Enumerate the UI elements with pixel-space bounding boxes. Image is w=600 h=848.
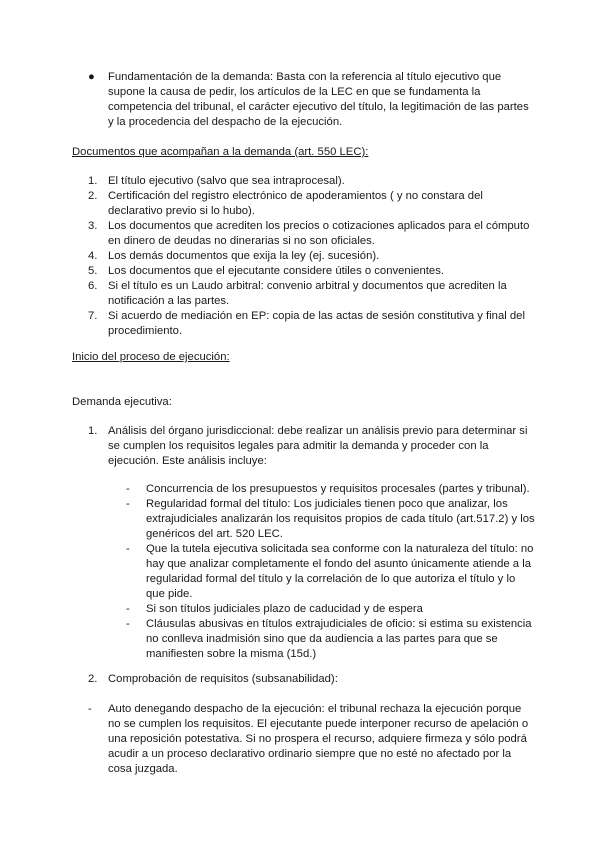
documents-heading: Documentos que acompañan a la demanda (art. 550 LEC): [72,146,369,158]
list-line: extrajudiciales analizarán los requisitos propios de cada título (art.517.2) y los [146,513,535,525]
auto-item [88,702,536,777]
list-number: 4. [88,250,98,262]
list-number: 6. [88,280,98,292]
list-line: notificación a las partes. [108,295,230,307]
list-line: no conlleva inadmisión sino que da audiencia a las partes para que se [146,633,498,645]
bullet-line: competencia del tribunal, el carácter ejecutivo del título, la legitimación de las partes [108,101,529,113]
analisis-line: ejecución. Este análisis incluye: [108,455,267,467]
comprobacion-item [88,672,548,687]
list-item [88,219,548,249]
list-item [126,602,548,617]
dash-marker: - [126,498,130,510]
list-item [126,542,548,602]
bullet-line: supone la causa de pedir, los artículos de la LEC en que se fundamenta la [108,86,481,98]
analisis-line: se cumplen los requisitos legales para admitir la demanda y proceder con la [108,440,489,452]
list-line: Los documentos que acrediten los precios o cotizaciones aplicados para el cómputo [108,220,530,232]
list-number: 2. [88,190,98,202]
bullet-marker: ● [88,71,95,83]
list-line: en dinero de deudas no dinerarias si no son oficiales. [108,235,375,247]
list-item [88,189,548,219]
list-line: Que la tutela ejecutiva solicitada sea conforme con la naturaleza del título: no [146,543,534,555]
comprobacion-text: Comprobación de requisitos (subsanabilidad): [108,673,338,685]
list-line: Si son títulos judiciales plazo de caducidad y de espera [146,603,423,615]
list-item [126,482,548,497]
list-item [88,249,548,264]
list-line: declarativo previo si lo hubo). [108,205,255,217]
list-line: Concurrencia de los presupuestos y requisitos procesales (partes y tribunal). [146,483,530,495]
list-number: 1. [88,425,98,437]
list-line: Si acuerdo de mediación en EP: copia de las actas de sesión constitutiva y final del [108,310,525,322]
list-item [88,264,548,279]
list-line: Regularidad formal del título: Los judiciales tienen poco que analizar, los [146,498,508,510]
list-line: regularidad formal del título y la correlación de lo que autoriza el título y lo [146,573,516,585]
dash-marker: - [88,703,92,715]
list-number: 2. [88,673,98,685]
list-line: El título ejecutivo (salvo que sea intraprocesal). [108,175,345,187]
list-number: 3. [88,220,98,232]
analisis-item [88,424,548,469]
list-line: hay que analizar completamente el fondo del asunto únicamente atiende a la [146,558,531,570]
list-line: procedimiento. [108,325,183,337]
list-line: manifiesten sobre la misma (15d.) [146,648,317,660]
auto-line: una reposición potestativa. Si no prospera el recurso, adquiere firmeza y sólo podrá [108,733,527,745]
list-line: Cláusulas abusivas en títulos extrajudiciales de oficio: si estima su existencia [146,618,532,630]
list-item [88,309,548,339]
inicio-heading: Inicio del proceso de ejecución: [72,351,230,363]
list-item [88,279,548,309]
dash-marker: - [126,603,130,615]
bullet-line: Fundamentación de la demanda: Basta con la referencia al título ejecutivo que [108,71,502,83]
dash-marker: - [126,618,130,630]
list-line: que pide. [146,588,193,600]
auto-line: acudir a un proceso declarativo ordinario siempre que no esté no afectado por la [108,748,512,760]
list-item [126,497,548,542]
auto-line: no se cumplen los requisitos. El ejecutante puede interponer recurso de apelación o [108,718,529,730]
demanda-heading: Demanda ejecutiva: [72,396,172,408]
analisis-sublist [126,482,548,662]
list-line: genéricos del art. 520 LEC. [146,528,283,540]
analisis-line: Análisis del órgano jurisdiccional: debe realizar un análisis previo para determinar si [108,425,528,437]
auto-line: cosa juzgada. [108,763,178,775]
list-line: Los demás documentos que exija la ley (ej. sucesión). [108,250,380,262]
list-item [88,174,548,189]
list-line: Los documentos que el ejecutante considere útiles o convenientes. [108,265,444,277]
list-item [126,617,548,662]
dash-marker: - [126,543,130,555]
documents-list [88,174,548,339]
auto-line: Auto denegando despacho de la ejecución: el tribunal rechaza la ejecución porque [108,703,522,715]
list-number: 1. [88,175,98,187]
list-number: 7. [88,310,98,322]
bullet-fundamentacion [88,70,548,130]
bullet-line: y la procedencia del despacho de la ejecución. [108,116,343,128]
list-line: Certificación del registro electrónico de apoderamientos ( y no constara del [108,190,483,202]
list-line: Si el título es un Laudo arbitral: convenio arbitral y documentos que acrediten la [108,280,507,292]
dash-marker: - [126,483,130,495]
list-number: 5. [88,265,98,277]
